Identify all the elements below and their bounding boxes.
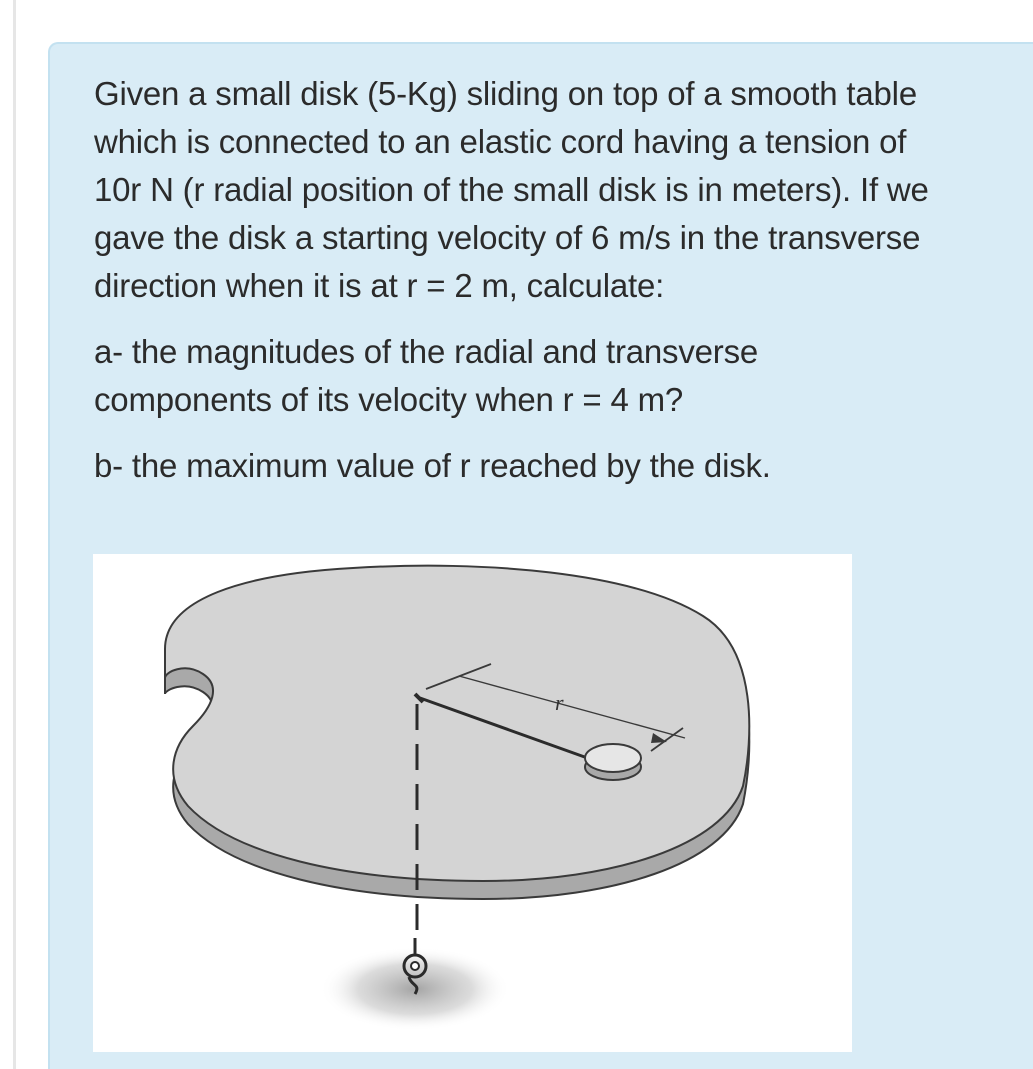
small-disk	[585, 744, 641, 772]
figure-disk-on-table	[93, 554, 852, 1052]
question-intro: Given a small disk (5-Kg) sliding on top of a smooth table which is connected to an elastic cord having a tension of 10r N (r radial position of the small disk is in meters). If we gave the disk a starting velocity of 6 m/s in the transverse direction when it is at r = 2 m, calculate:	[94, 75, 929, 304]
left-rule	[13, 0, 16, 1069]
r-label: r	[555, 690, 564, 715]
table-top	[165, 566, 749, 881]
floor-shadow	[320, 947, 510, 1031]
question-part-a: a- the magnitudes of the radial and transverse components of its velocity when r = 4 m?	[94, 333, 759, 418]
figure-svg	[93, 554, 852, 1052]
eye-hook-inner	[411, 962, 419, 970]
question-text	[94, 70, 934, 490]
question-part-b: b- the maximum value of r reached by the disk.	[94, 447, 771, 484]
